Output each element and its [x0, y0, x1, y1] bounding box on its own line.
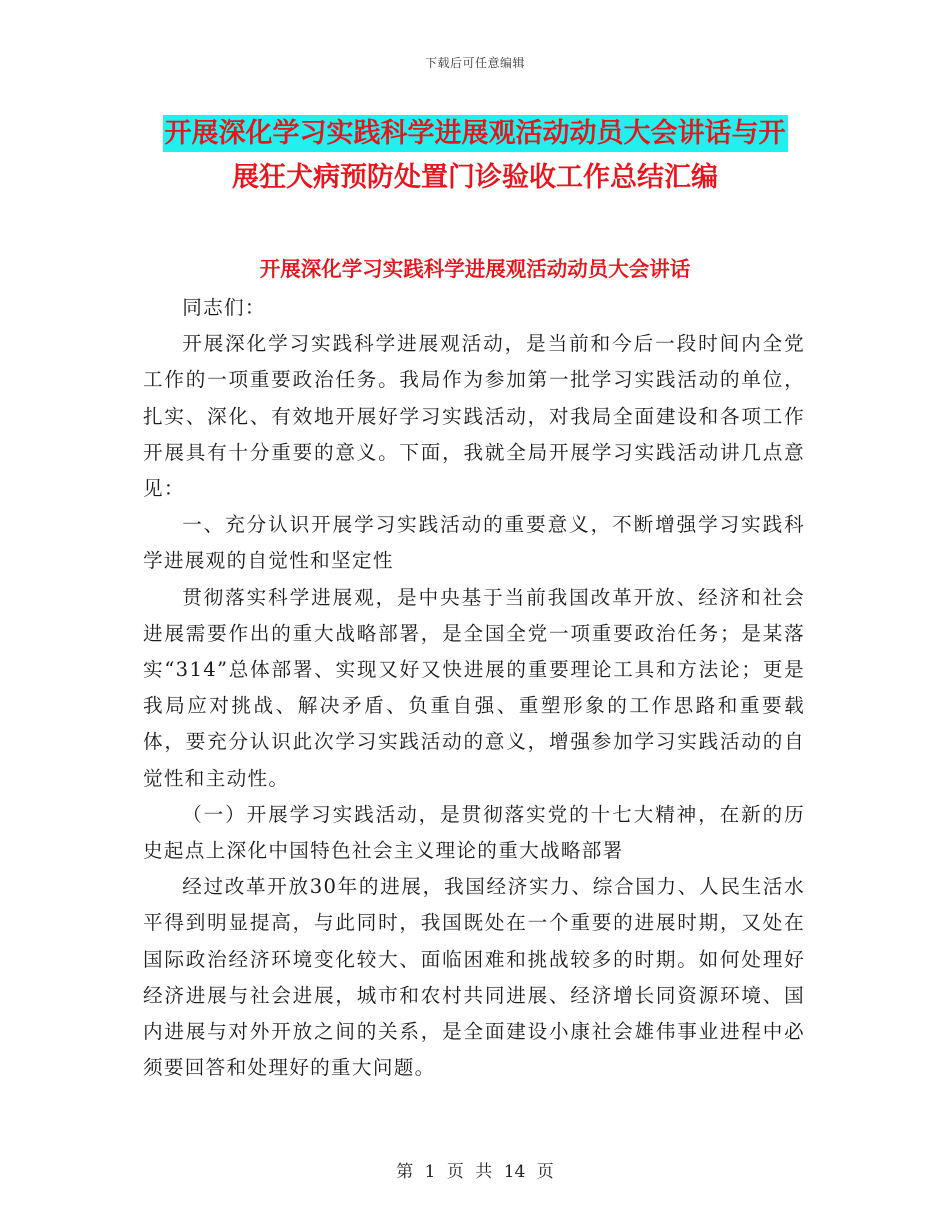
header-note: 下载后可任意编辑	[424, 56, 525, 70]
section-title: 开展深化学习实践科学进展观活动动员大会讲话	[259, 257, 691, 281]
paragraph: 贯彻落实科学进展观，是中央基于当前我国改革开放、经济和社会进展需要作出的重大战略部署，是全国全党一项重要政治任务；是某落实“314”总体部署、实现又好又快进展的重要理论工具和方法论；更是我局应对挑战、解决矛盾、负重自强、重塑形象的工作思路和重要载体，要充分认识此次学习实践活动的意义，增强参加学习实践活动的自觉性和主动性。	[143, 585, 805, 790]
title-line-1: 开展深化学习实践科学进展观活动动员大会讲话与开	[163, 115, 788, 152]
paragraph-heading: 一、充分认识开展学习实践活动的重要意义，不断增强学习实践科学进展观的自觉性和坚定性	[143, 513, 805, 573]
page-footer: 第 1 页 共 14 页	[396, 1162, 554, 1182]
paragraph-subheading: （一）开展学习实践活动，是贯彻落实党的十七大精神，在新的历史起点上深化中国特色社会主义理论的重大战略部署	[143, 802, 805, 863]
title-line-2: 展狂犬病预防处置门诊验收工作总结汇编	[232, 162, 718, 193]
document-body	[143, 290, 805, 1086]
document-title	[0, 112, 950, 200]
paragraph-salutation: 同志们：	[182, 296, 266, 319]
paragraph: 经过改革开放30年的进展，我国经济实力、综合国力、人民生活水平得到明显提高，与此同时，我国既处在一个重要的进展时期，又处在国际政治经济环境变化较大、面临困难和挑战较多的时期。如何处理好经济进展与社会进展，城市和农村共同进展、经济增长同资源环境、国内进展与对外开放之间的关系，是全面建设小康社会雄伟事业进程中必须要回答和处理好的重大问题。	[143, 875, 805, 1080]
paragraph: 开展深化学习实践科学进展观活动，是当前和今后一段时间内全党工作的一项重要政治任务。我局作为参加第一批学习实践活动的单位，扎实、深化、有效地开展好学习实践活动，对我局全面建设和各项工作开展具有十分重要的意义。下面，我就全局开展学习实践活动讲几点意见：	[143, 332, 805, 501]
